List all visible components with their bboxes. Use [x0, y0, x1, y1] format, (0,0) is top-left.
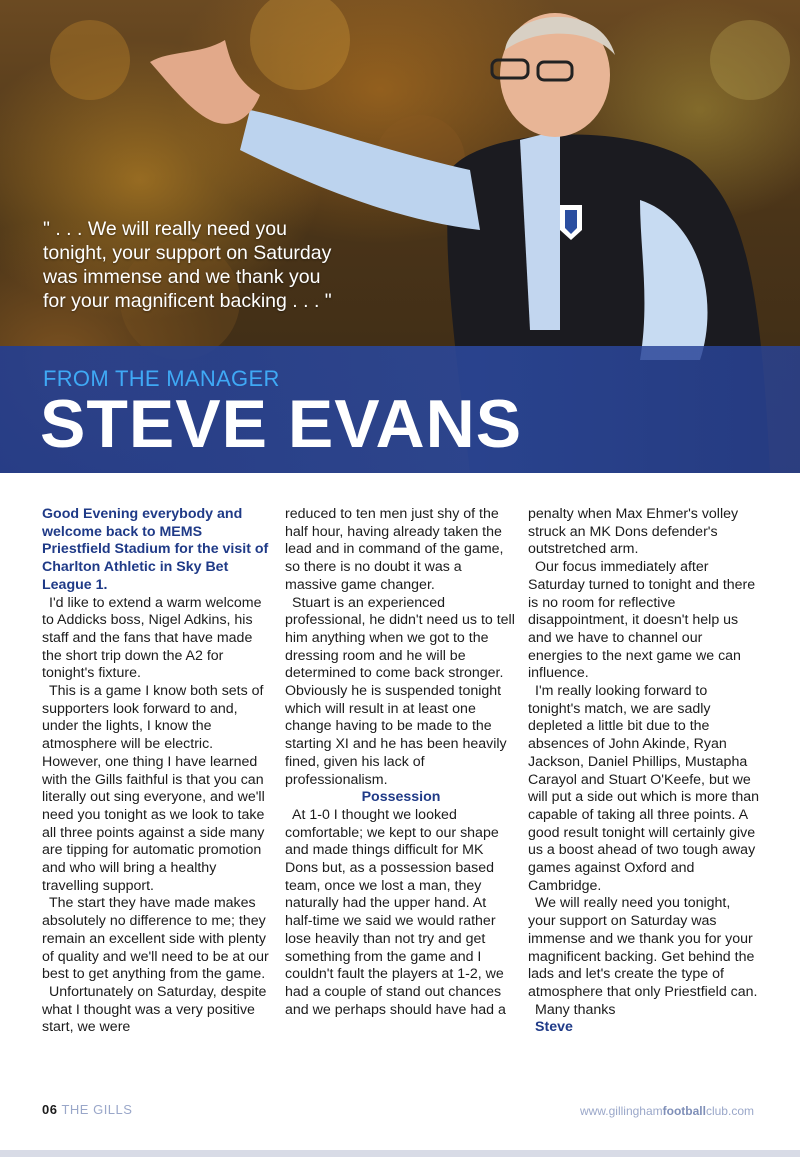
article-paragraph: Our focus immediately after Saturday turned to tonight and there is no room for reflective disappointment, it doesn't help us and we have to channel our energies to the next game we can influence.: [528, 559, 756, 682]
pull-quote: [43, 217, 403, 313]
url-suffix: club.com: [705, 1104, 754, 1118]
signoff: Steve: [535, 1019, 573, 1036]
publication-name: THE GILLS: [61, 1102, 133, 1117]
article-paragraph: At 1-0 I thought we looked comfortable; we kept to our shape and made things difficult for MK Dons but, as a possession based team, once we lost a man, they naturally had the upper hand. At half-time we said we would rather lose heavily than not try and get something from the game and I couldn't fault the players at 1-2, we had a couple of stand out chances and we perhaps should have had a: [285, 806, 506, 1018]
page-edge: [0, 1150, 800, 1157]
article-paragraph: I'm really looking forward to tonight's match, we are sadly depleted a little bit due to the absences of John Akinde, Ryan Jackson, Daniel Phillips, Mustapha Carayol and Stuart O'Keefe, but we will put a side out which is more than capable of taking all three points. A good result tonight will certainly give us a boost ahead of two tough away games against Oxford and Cambridge.: [528, 683, 760, 894]
page-footer-left: [42, 1102, 132, 1117]
section-kicker: FROM THE MANAGER: [43, 366, 280, 391]
article-paragraph: I'd like to extend a warm welcome to Addicks boss, Nigel Adkins, his staff and the fans that have made the short trip down the A2 for tonight's fixture.: [42, 594, 262, 682]
hero-photo: [0, 0, 800, 473]
page-title: STEVE EVANS: [40, 386, 523, 462]
article-paragraph: Unfortunately on Saturday, despite what I thought was a very positive start, we were: [42, 983, 267, 1036]
article-paragraph: Stuart is an experienced professional, he didn't need us to tell him anything when we got to the dressing room and he will be determined to come back stronger. Obviously he is suspended tonight which will result in at least one change having to be made to the starting XI and he has been heavily fined, given his lack of professionalism.: [285, 594, 515, 788]
pull-quote-line: was immense and we thank you: [43, 266, 321, 288]
article-paragraph: The start they have made makes absolutely no difference to me; they remain an excellent side with plenty of quality and we'll need to be at our best to get anything from the game.: [42, 895, 269, 983]
article-paragraph: This is a game I know both sets of supporters look forward to and, under the lights, I know the atmosphere will be electric. However, one thing I have learned with the Gills faithful is that you can literally out sing everyone, and we'll need you tonight as we look to take all three points against a side many are tipping for automatic promotion and who will bring a healthy travelling support.: [42, 683, 265, 894]
article-paragraph: Many thanks: [535, 1001, 616, 1018]
url-prefix: www.gillingham: [579, 1104, 663, 1118]
pull-quote-line: for your magnificent backing . . . ": [43, 290, 332, 312]
article-paragraph: We will really need you tonight, your support on Saturday was immense and we thank you for your magnificent backing. Get behind the lads and let's create the type of atmosphere that only Priestfield can.: [528, 895, 758, 1000]
article-paragraph: penalty when Max Ehmer's volley struck an MK Dons defender's outstretched arm.: [528, 506, 739, 558]
website-url[interactable]: [580, 1104, 754, 1118]
page-number: 06: [42, 1102, 58, 1117]
article-column-2: [285, 506, 517, 1019]
section-subheading: Possession: [361, 789, 441, 806]
article-column-3: [528, 506, 760, 1037]
pull-quote-line: " . . . We will really need you: [43, 218, 287, 240]
url-bold: football: [662, 1104, 706, 1118]
article-intro: Good Evening everybody and welcome back to MEMS Priestfield Stadium for the visit of Charlton Athletic in Sky Bet League 1.: [42, 506, 269, 593]
pull-quote-line: tonight, your support on Saturday: [43, 242, 332, 264]
article-paragraph: reduced to ten men just shy of the half hour, having already taken the lead and in command of the game, so there is no doubt it was a massive game changer.: [285, 506, 504, 593]
article-column-1: [42, 506, 274, 1037]
